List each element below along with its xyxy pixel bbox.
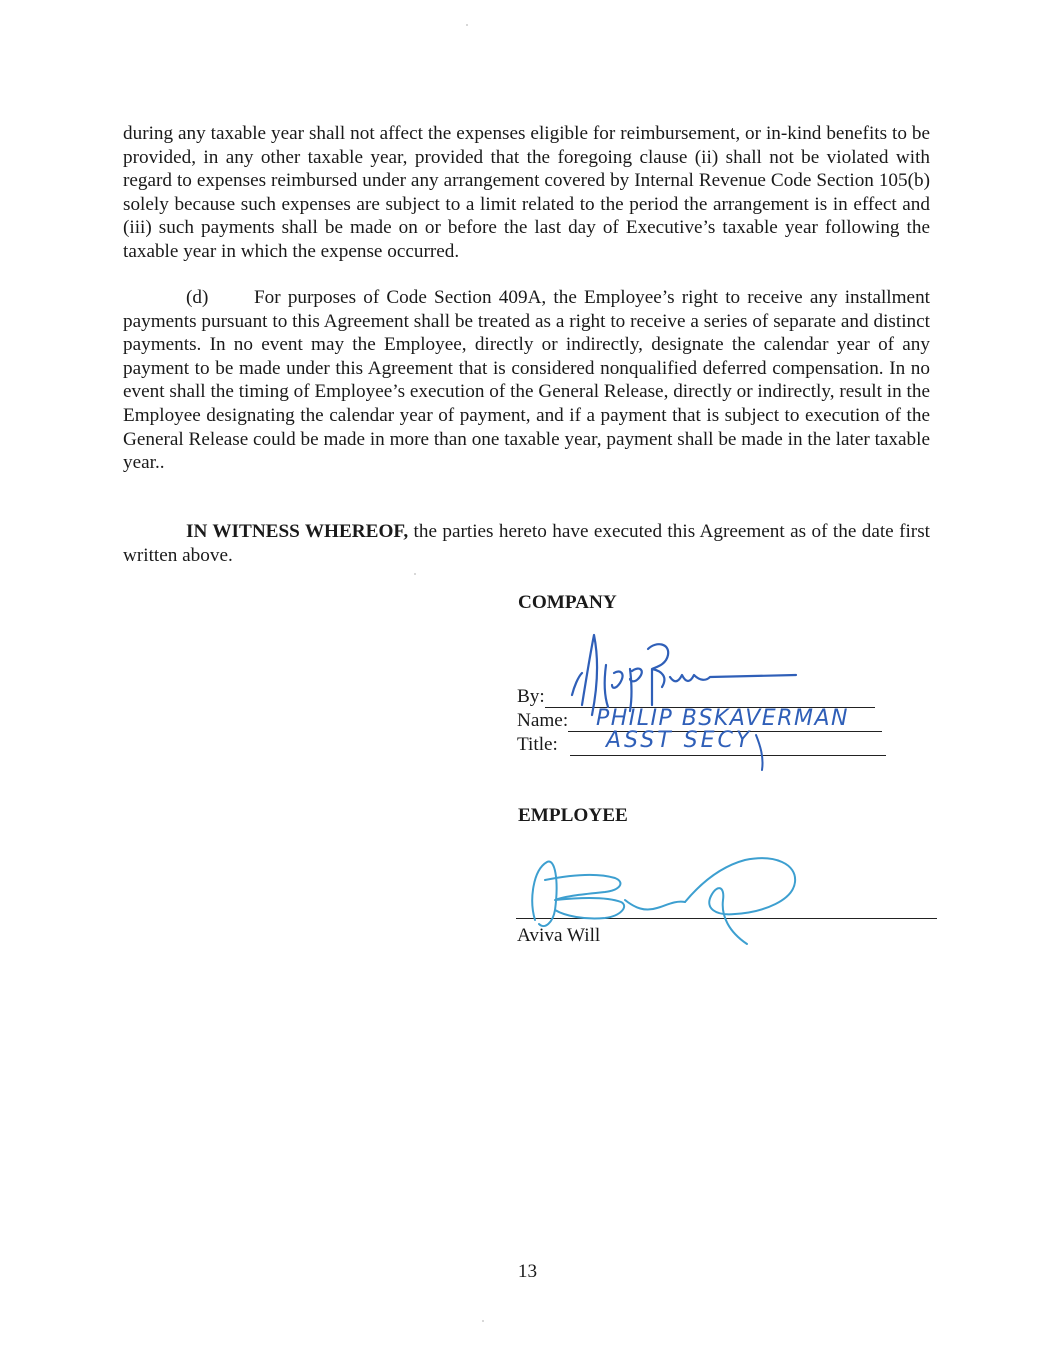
witness-heading: IN WITNESS WHEREOF, <box>186 521 409 542</box>
company-signature-icon <box>560 625 849 775</box>
section-label: (d) <box>186 287 209 308</box>
paragraph-continuation: during any taxable year shall not affect the expenses eligible for reimbursement, or in-kind benefits to be provided, in any other taxable year, provided that the foregoing clause (ii) shall not be violated with regard to expenses reimbursed under any arrangement covered by Internal Revenue Code Section 105(b) solely because such expenses are subject to a limit related to the period the arrangement is in effect and (iii) such payments shall be made on or before the last day of Executive’s taxable year following the taxable year in which the expense occurred. <box>123 123 930 262</box>
name-label: Name: <box>517 710 569 731</box>
witness-text: the parties hereto have executed this Agreement as of the date first written above. <box>123 521 930 566</box>
by-label: By: <box>517 686 545 707</box>
company-heading: COMPANY <box>518 592 617 613</box>
employee-heading: EMPLOYEE <box>518 805 628 826</box>
scan-speck <box>466 24 468 26</box>
scan-speck <box>482 1320 484 1322</box>
handwritten-name: PHILIP BSKAVERMAN <box>596 706 849 731</box>
scan-speck <box>414 573 416 575</box>
witness-paragraph <box>123 520 930 567</box>
employee-name: Aviva Will <box>517 925 601 946</box>
page-number: 13 <box>517 1261 538 1282</box>
handwritten-title: ASST SECY <box>606 728 753 753</box>
section-text: For purposes of Code Section 409A, the Employee’s right to receive any installment payments pursuant to this Agreement shall be treated as a right to receive a series of separate and distinct payments. In no event may the Employee, directly or indirectly, designate the calendar year of any payment to be made under this Agreement that is considered nonqualified deferred compensation. In no event shall the timing of Employee’s execution of the General Release, directly or indirectly, result in the Employee designating the calendar year of payment, and if a payment that is subject to execution of the General Release could be made in more than one taxable year, payment shall be made in the later taxable year.. <box>123 287 930 474</box>
title-label: Title: <box>517 734 558 755</box>
paragraph-section-d <box>123 286 930 475</box>
employee-signature-icon <box>525 850 805 950</box>
